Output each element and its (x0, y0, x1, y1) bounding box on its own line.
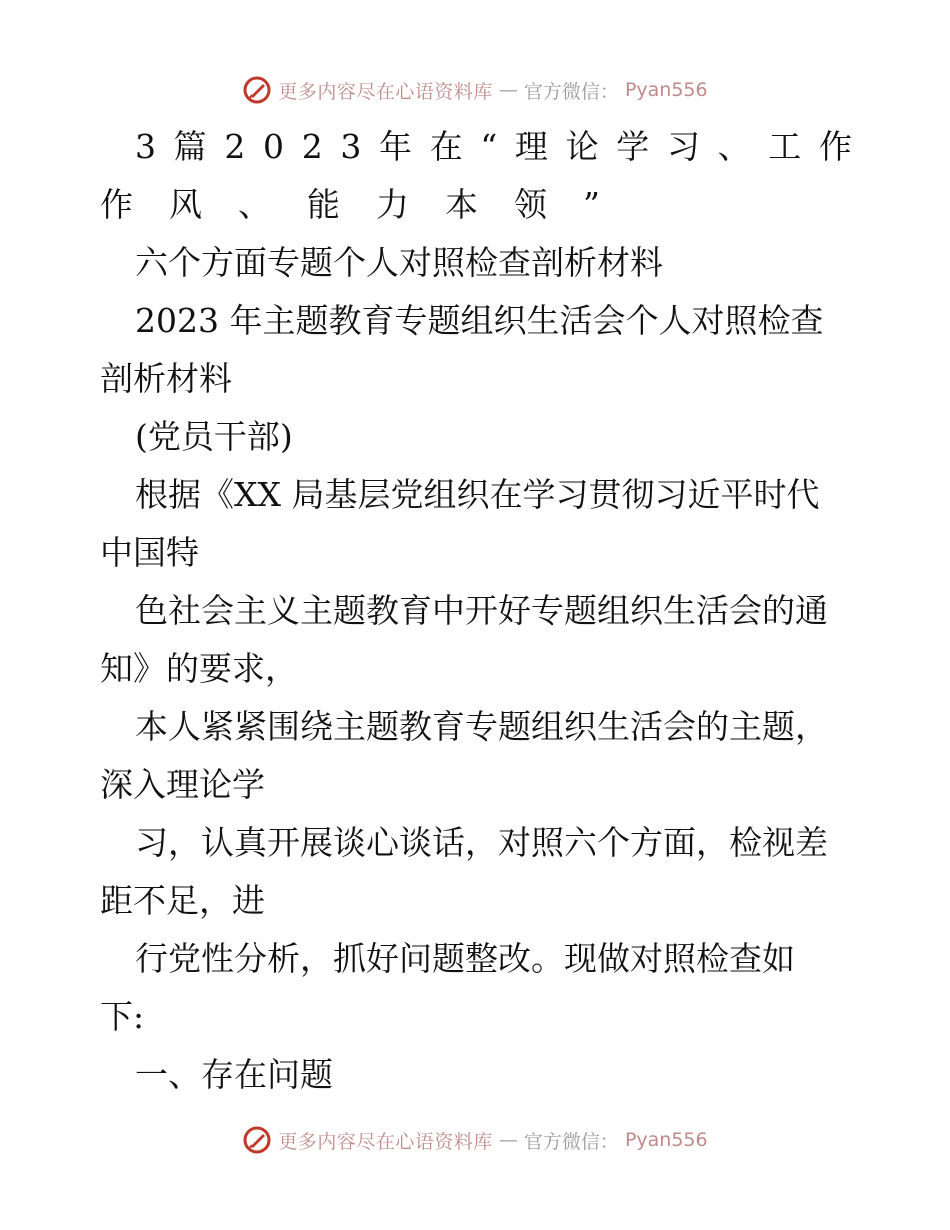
title-line-1 (100, 118, 852, 176)
title-char: 作 (100, 185, 133, 224)
title-char: 工 (768, 127, 802, 166)
paragraph-line: 本人紧紧围绕主题教育专题组织生活会的主题， (135, 707, 828, 746)
paragraph-line: 中国特 (100, 533, 199, 572)
title-char: 习 (666, 127, 700, 166)
title-char: 理 (514, 127, 548, 166)
paragraph-line: 知》的要求， (100, 649, 298, 688)
title-char: 3 (340, 127, 362, 166)
paragraph-line: 色社会主义主题教育中开好专题组织生活会的通 (135, 591, 828, 630)
title-char: 、 (238, 185, 271, 224)
watermark-id: Pyan556 (624, 1129, 708, 1151)
paragraph-line: 深入理论学 (100, 765, 265, 804)
title-char: “ (480, 127, 498, 166)
watermark-label: 官方微信： (523, 80, 619, 103)
title-line-2 (100, 176, 852, 234)
subtitle-line: 六个方面专题个人对照检查剖析材料 (135, 243, 663, 282)
author-role-line: (党员干部) (135, 417, 293, 456)
title-char: 学 (616, 127, 650, 166)
watermark-label: 官方微信： (523, 1130, 619, 1153)
heading-line: 2023 年主题教育专题组织生活会个人对照检查 (135, 301, 824, 340)
watermark-separator: — (498, 79, 518, 101)
document-body (100, 118, 852, 1104)
paragraph-line: 下: (100, 997, 145, 1036)
title-char: 风 (169, 185, 202, 224)
paragraph-line: 距不足，进 (100, 881, 265, 920)
title-char: 论 (565, 127, 599, 166)
heading-line-cont: 剖析材料 (100, 359, 232, 398)
title-char: 0 (263, 127, 285, 166)
watermark-header (0, 70, 950, 110)
watermark-id: Pyan556 (624, 79, 708, 101)
quill-seal-icon (242, 75, 272, 105)
title-char: 2 (224, 127, 246, 166)
watermark-text: 更多内容尽在心语资料库 (278, 1130, 493, 1153)
title-char: 2 (301, 127, 323, 166)
title-char: 能 (307, 185, 340, 224)
paragraph-line: 根据《XX 局基层党组织在学习贯彻习近平时代 (135, 475, 820, 514)
title-char: ” (583, 185, 600, 224)
watermark-separator: — (498, 1129, 518, 1151)
watermark-text: 更多内容尽在心语资料库 (278, 80, 493, 103)
quill-seal-icon (242, 1125, 272, 1155)
title-char: 力 (376, 185, 409, 224)
paragraph-line: 行党性分析，抓好问题整改。现做对照检查如 (135, 939, 795, 978)
title-char: 作 (818, 127, 852, 166)
title-char: 、 (717, 127, 751, 166)
title-char: 篇 (173, 127, 207, 166)
title-char: 领 (514, 185, 547, 224)
title-char: 年 (379, 127, 413, 166)
watermark-footer (0, 1120, 950, 1160)
section-heading: 一、存在问题 (135, 1055, 333, 1094)
title-char: 在 (429, 127, 463, 166)
paragraph-line: 习，认真开展谈心谈话，对照六个方面，检视差 (135, 823, 828, 862)
title-char: 本 (445, 185, 478, 224)
title-char: 3 (135, 127, 156, 166)
